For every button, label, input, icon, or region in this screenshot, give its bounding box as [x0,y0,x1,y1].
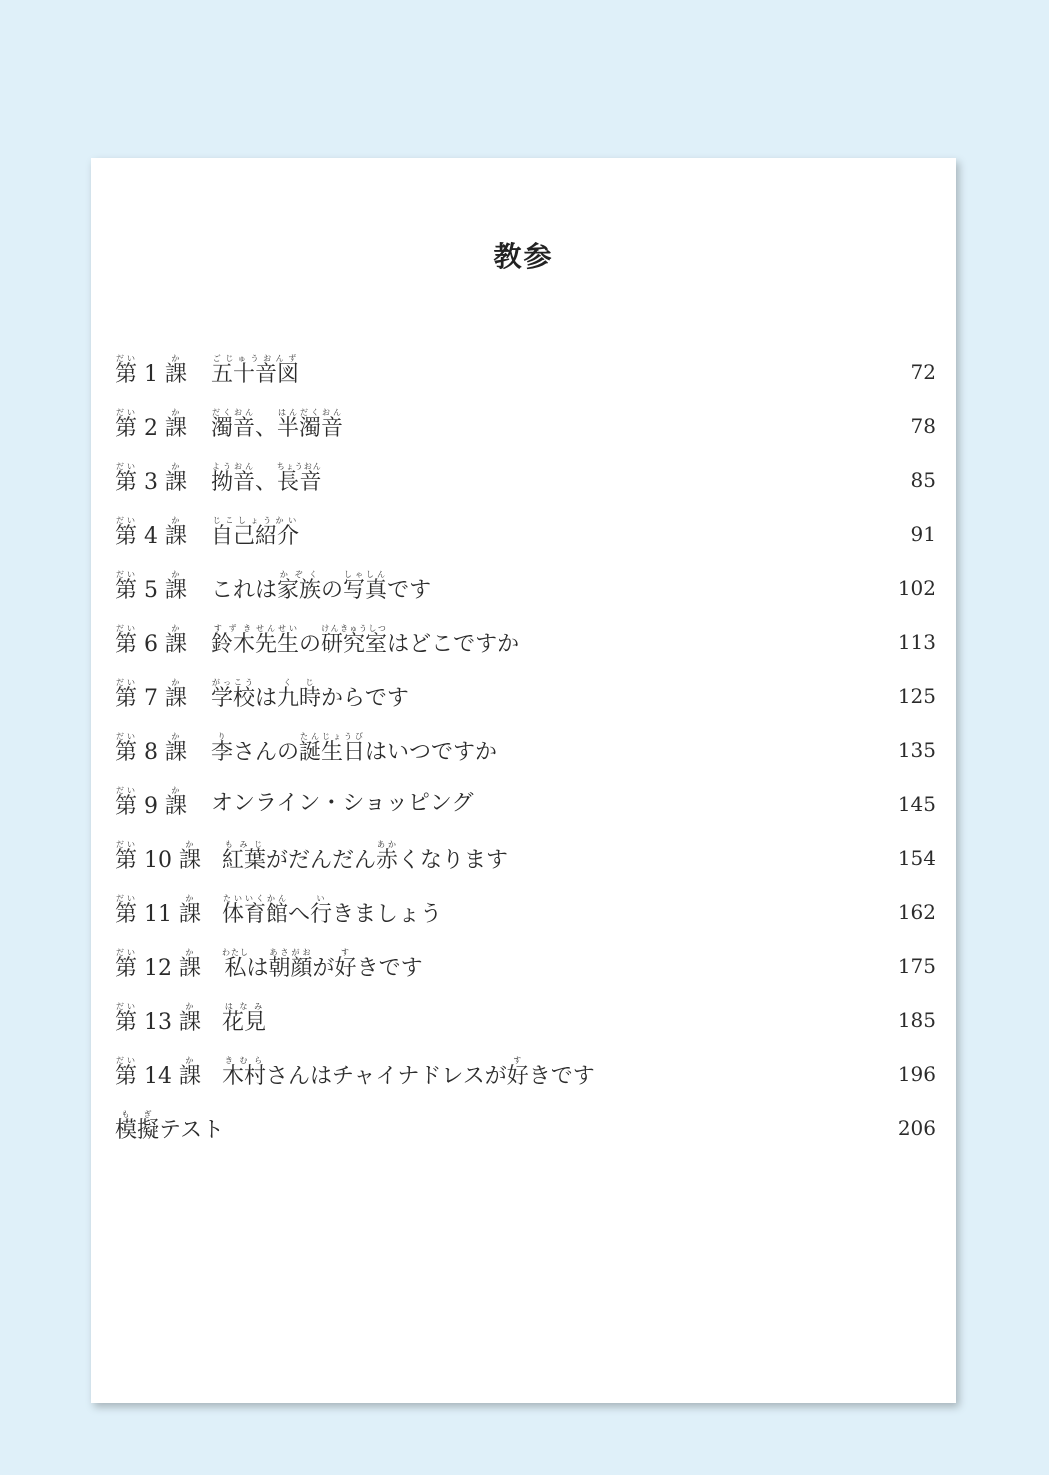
toc-row [115,879,936,933]
lesson-number-value: 1 [137,362,165,387]
title-text: 、 [255,416,278,441]
furigana-word: 写真しゃしん [343,570,388,603]
lesson-title [211,678,409,717]
lesson-title [211,408,343,447]
lesson-kanji: 第だい [115,408,138,441]
lesson-number-value: 11 [137,902,179,927]
lesson-number-value: 5 [137,578,165,603]
furigana-word: 朝顔あさがお [268,948,313,981]
lesson-number [115,408,187,447]
furigana-word: 濁音だくおん [211,408,256,441]
page-number: 175 [897,954,936,978]
title-text: は [246,956,269,981]
lesson-number-value: 4 [137,524,165,549]
page-number: 162 [897,900,936,924]
lesson-ka: 課か [165,462,188,495]
title-text: オンライン・ショッピング [211,791,474,816]
furigana-word: 赤あか [376,840,399,873]
furigana-word: 体育館たいいくかん [222,894,289,927]
lesson-title [222,840,508,879]
furigana-word: 花見はなみ [222,1002,267,1035]
lesson-ka: 課か [165,678,188,711]
furigana-word: 自己紹介じこしょうかい [211,516,300,549]
lesson-kanji: 第だい [115,1056,138,1089]
toc-row [115,1095,936,1149]
page-number: 72 [910,360,936,384]
lesson-number [115,948,201,987]
page-number: 135 [897,738,936,762]
lesson-number-value: 7 [137,686,165,711]
title-text: はいつですか [365,740,498,765]
lesson-title [211,462,322,501]
lesson-kanji: 第だい [115,624,138,657]
title-text: きです [528,1064,595,1089]
furigana-word: 李り [211,732,234,765]
lesson-title [222,1002,266,1041]
title-text: きましょう [332,902,443,927]
toc-row [115,933,936,987]
lesson-kanji: 第だい [115,516,138,549]
lesson-ka: 課か [165,570,188,603]
lesson-number [115,1056,201,1095]
lesson-kanji: 第だい [115,354,138,387]
lesson-number-value: 9 [137,794,165,819]
lesson-title [222,1056,595,1095]
document-page [91,158,956,1403]
lesson-ka: 課か [165,354,188,387]
lesson-title [211,732,497,771]
page-number: 78 [910,414,936,438]
lesson-number [115,624,187,663]
lesson-number [115,732,187,771]
lesson-ka: 課か [179,1002,202,1035]
lesson-number-value: 8 [137,740,165,765]
lesson-kanji: 第だい [115,732,138,765]
lesson-number [115,894,201,933]
title-text: へ [288,902,311,927]
furigana-word: 模擬もぎ [115,1110,160,1143]
furigana-word: 五十音図ごじゅうおんず [211,354,300,387]
furigana-word: 研究室けんきゅうしつ [321,624,388,657]
furigana-word: 半濁音はんだくおん [277,408,344,441]
title-text: がだんだん [266,848,377,873]
lesson-number-value: 13 [137,1010,179,1035]
lesson-number-value: 6 [137,632,165,657]
page-number: 196 [897,1062,936,1086]
furigana-word: 九時くじ [277,678,322,711]
lesson-title [222,948,423,987]
toc-row [115,1041,936,1095]
lesson-ka: 課か [179,948,202,981]
furigana-word: 鈴木すずき [211,624,256,657]
toc-row [115,663,936,717]
lesson-number [115,678,187,717]
lesson-kanji: 第だい [115,894,138,927]
toc-row [115,825,936,879]
lesson-kanji: 第だい [115,1002,138,1035]
furigana-word: 家族かぞく [277,570,322,603]
page-number: 102 [897,576,936,600]
page-number: 125 [897,684,936,708]
table-of-contents [115,339,936,1149]
lesson-kanji: 第だい [115,948,138,981]
lesson-title [211,624,519,663]
furigana-word: 先生せんせい [255,624,300,657]
lesson-title [222,894,442,933]
lesson-ka: 課か [165,732,188,765]
title-text: これは [211,578,278,603]
furigana-word: 誕生日たんじょうび [299,732,366,765]
toc-row [115,609,936,663]
lesson-number-value: 2 [137,416,165,441]
lesson-ka: 課か [165,408,188,441]
lesson-title [211,354,299,393]
title-text: の [321,578,344,603]
furigana-word: 私わたし [222,948,249,981]
furigana-word: 好す [506,1056,529,1089]
page-number: 91 [910,522,936,546]
page-number: 113 [897,630,936,654]
toc-row [115,717,936,771]
page-number: 145 [897,792,936,816]
lesson-number-value: 3 [137,470,165,495]
lesson-number-value: 10 [137,848,179,873]
toc-row [115,393,936,447]
title-text: さんの [233,740,300,765]
title-text: さんはチャイナドレスが [266,1064,507,1089]
title-text: テスト [159,1118,225,1143]
lesson-title [211,516,299,555]
title-text: きです [356,956,423,981]
toc-row [115,987,936,1041]
lesson-title [115,1110,224,1149]
lesson-number [115,354,187,393]
lesson-number-value: 14 [137,1064,179,1089]
page-number: 206 [897,1116,936,1140]
title-text: の [299,632,322,657]
toc-row [115,555,936,609]
title-text: はどこですか [387,632,520,657]
title-text: が [312,956,335,981]
lesson-ka: 課か [179,1056,202,1089]
lesson-number [115,786,187,825]
lesson-number [115,462,187,501]
lesson-title [211,786,473,822]
furigana-word: 行い [310,894,333,927]
furigana-word: 学校がっこう [211,678,256,711]
title-text: は [255,686,278,711]
lesson-ka: 課か [165,786,188,819]
title-text: くなります [398,848,509,873]
lesson-ka: 課か [179,894,202,927]
lesson-ka: 課か [179,840,202,873]
lesson-kanji: 第だい [115,462,138,495]
lesson-kanji: 第だい [115,678,138,711]
title-text: 、 [255,470,278,495]
lesson-number [115,840,201,879]
lesson-kanji: 第だい [115,786,138,819]
furigana-word: 紅葉もみじ [222,840,267,873]
page-number: 154 [897,846,936,870]
lesson-ka: 課か [165,624,188,657]
furigana-word: 拗音ようおん [211,462,256,495]
lesson-number [115,516,187,555]
lesson-number-value: 12 [137,956,179,981]
toc-row [115,501,936,555]
furigana-word: 木村きむら [222,1056,267,1089]
furigana-word: 好す [334,948,357,981]
furigana-word: 長音ちょうおん [276,462,322,495]
page-number: 185 [897,1008,936,1032]
lesson-kanji: 第だい [115,570,138,603]
toc-row [115,447,936,501]
lesson-number [115,1002,201,1041]
toc-row [115,771,936,825]
lesson-kanji: 第だい [115,840,138,873]
page-title: 教参 [493,240,554,273]
toc-row [115,339,936,393]
title-text: からです [321,686,409,711]
page-number: 85 [910,468,936,492]
lesson-number [115,570,187,609]
lesson-title [211,570,431,609]
title-text: です [387,578,432,603]
lesson-ka: 課か [165,516,188,549]
